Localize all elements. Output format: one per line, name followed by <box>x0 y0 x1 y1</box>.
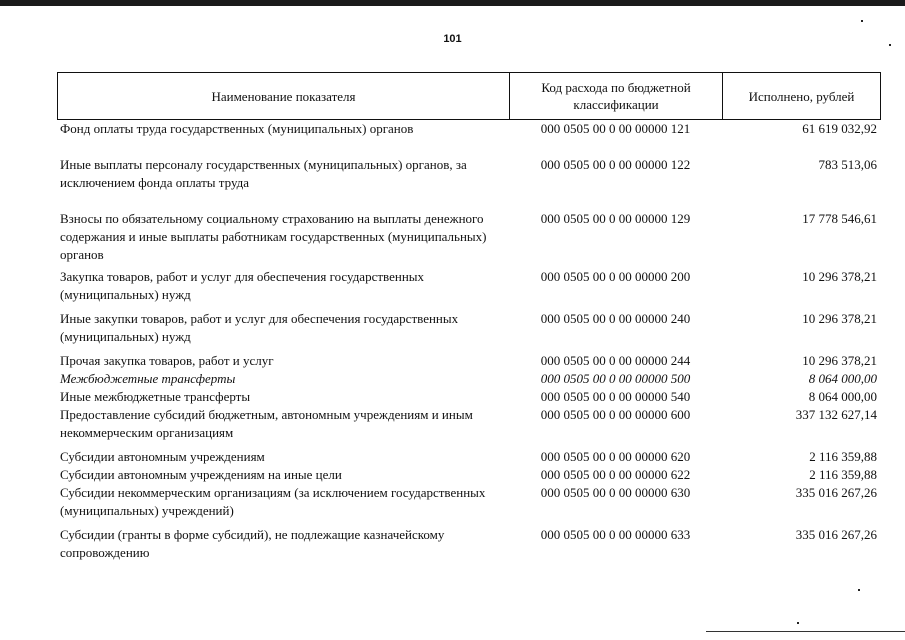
table-row <box>57 388 879 406</box>
table-header <box>57 72 881 120</box>
header-amount: Исполнено, рублей <box>748 88 855 104</box>
row-code: 000 0505 00 0 00 00000 540 <box>540 389 691 404</box>
table-row <box>57 526 879 562</box>
row-name: Межбюджетные трансферты <box>60 371 236 386</box>
row-amount: 2 116 359,88 <box>809 467 877 482</box>
row-code: 000 0505 00 0 00 00000 630 <box>540 485 691 500</box>
row-name: Фонд оплаты труда государственных (муниципальных) органов <box>60 121 414 136</box>
table-row <box>57 406 879 442</box>
row-code: 000 0505 00 0 00 00000 121 <box>540 121 691 136</box>
row-amount: 17 778 546,61 <box>802 211 877 226</box>
row-code: 000 0505 00 0 00 00000 200 <box>540 269 691 284</box>
row-name: Взносы по обязательному социальному страхованию на выплаты денежного содержания и иные выплаты работникам государственных (муниципальных) органов <box>60 211 487 262</box>
table-row <box>57 310 879 346</box>
header-code: Код расхода по бюджетной классификации <box>510 73 723 119</box>
row-name: Субсидии автономным учреждениям на иные цели <box>60 467 342 482</box>
row-amount: 10 296 378,21 <box>802 353 877 368</box>
row-amount: 337 132 627,14 <box>795 407 877 422</box>
table-row <box>57 156 879 192</box>
row-name: Иные выплаты персоналу государственных (муниципальных) органов, за исключением фонда оплаты труда <box>60 157 467 190</box>
row-name: Предоставление субсидий бюджетным, автономным учреждениям и иным некоммерческим организациям <box>60 407 473 440</box>
row-amount: 335 016 267,26 <box>795 485 877 500</box>
scan-bottom-line <box>706 631 905 632</box>
row-name: Субсидии некоммерческим организациям (за исключением государственных (муниципальных) учреждений) <box>60 485 486 518</box>
row-name: Закупка товаров, работ и услуг для обеспечения государственных (муниципальных) нужд <box>60 269 425 302</box>
row-code: 000 0505 00 0 00 00000 240 <box>540 311 691 326</box>
row-amount: 8 064 000,00 <box>808 371 877 386</box>
row-amount: 8 064 000,00 <box>808 389 877 404</box>
row-amount: 61 619 032,92 <box>802 121 877 136</box>
header-name: Наименование показателя <box>58 73 510 119</box>
row-name: Иные межбюджетные трансферты <box>60 389 251 404</box>
page-number: 101 <box>443 33 462 45</box>
table-row <box>57 370 879 388</box>
scan-top-border <box>0 0 905 6</box>
row-code: 000 0505 00 0 00 00000 620 <box>540 449 691 464</box>
scan-dot <box>858 589 860 591</box>
row-amount: 2 116 359,88 <box>809 449 877 464</box>
row-code: 000 0505 00 0 00 00000 129 <box>540 211 691 226</box>
table-row <box>57 120 879 138</box>
scan-dot <box>889 44 891 46</box>
row-amount: 10 296 378,21 <box>802 311 877 326</box>
row-code: 000 0505 00 0 00 00000 244 <box>540 353 691 368</box>
row-amount: 335 016 267,26 <box>795 527 877 542</box>
table-row <box>57 466 879 484</box>
row-name: Субсидии (гранты в форме субсидий), не подлежащие казначейскому сопровождению <box>60 527 445 560</box>
row-name: Прочая закупка товаров, работ и услуг <box>60 353 274 368</box>
row-name: Субсидии автономным учреждениям <box>60 449 265 464</box>
table-row <box>57 352 879 370</box>
row-code: 000 0505 00 0 00 00000 600 <box>540 407 691 422</box>
table-row <box>57 448 879 466</box>
row-amount: 10 296 378,21 <box>802 269 877 284</box>
row-code: 000 0505 00 0 00 00000 500 <box>540 371 691 386</box>
expenditure-table <box>57 72 881 568</box>
row-amount: 783 513,06 <box>818 157 877 172</box>
scan-dot <box>797 622 799 624</box>
row-code: 000 0505 00 0 00 00000 633 <box>540 527 691 542</box>
scan-dot <box>861 20 863 22</box>
table-body <box>57 120 881 568</box>
table-row <box>57 484 879 520</box>
row-name: Иные закупки товаров, работ и услуг для обеспечения государственных (муниципальных) нужд <box>60 311 459 344</box>
row-code: 000 0505 00 0 00 00000 122 <box>540 157 691 172</box>
row-code: 000 0505 00 0 00 00000 622 <box>540 467 691 482</box>
table-row <box>57 210 879 264</box>
table-row <box>57 268 879 304</box>
